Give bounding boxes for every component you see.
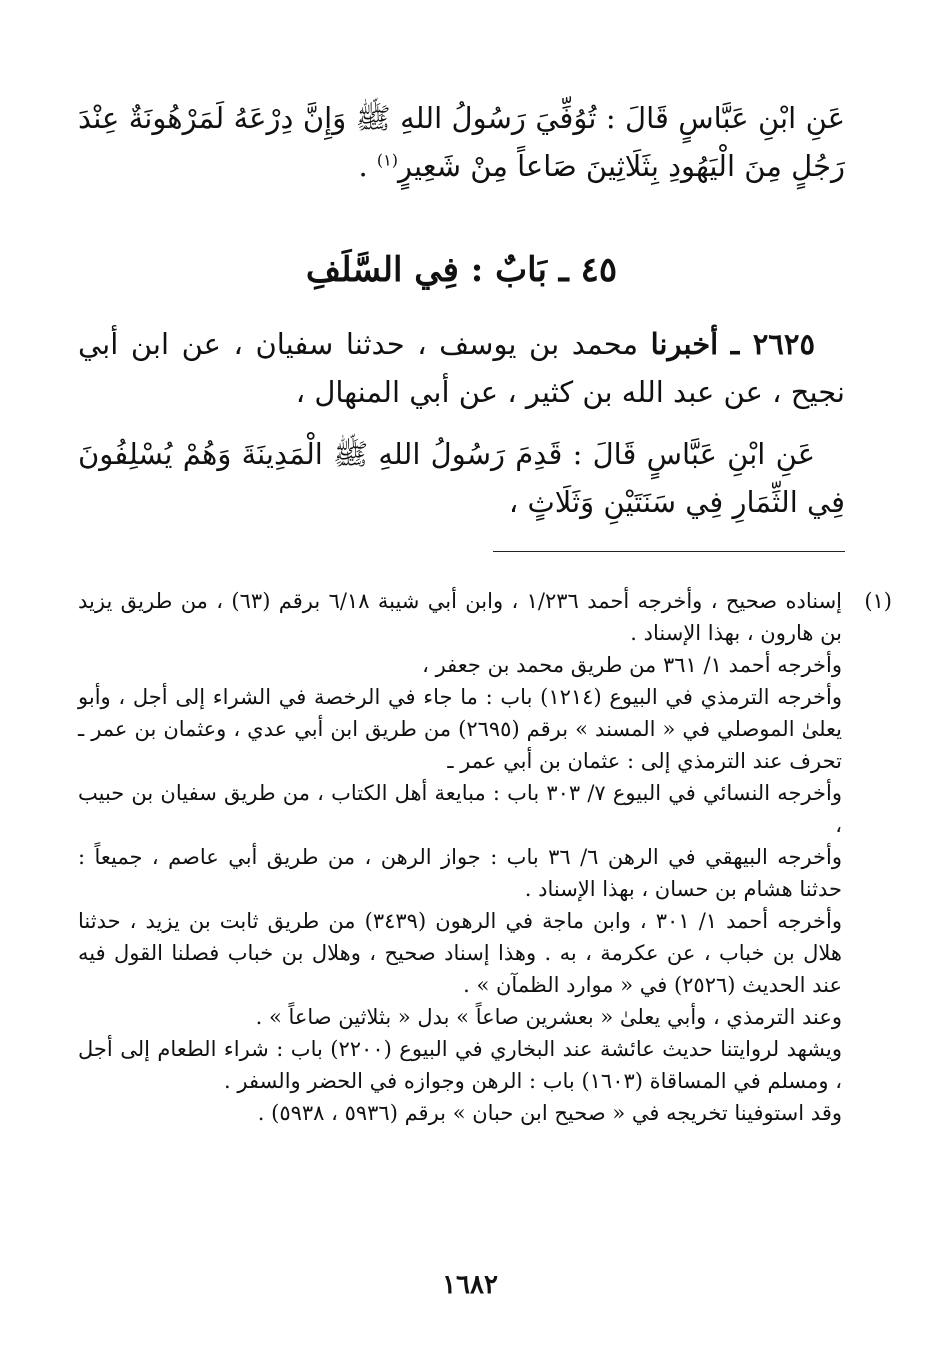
hadith-number: ٢٦٢٥ ـ [730,327,816,361]
footnote-paragraph: وأخرجه أحمد ١/ ٣٦١ من طريق محمد بن جعفر ، [422,653,842,677]
previous-hadith-text: عَنِ ابْنِ عَبَّاسٍ قَالَ : تُوُفِّيَ رَسُولُ اللهِ ﷺ وَإِنَّ دِرْعَهُ لَمَرْهُونَةٌ عِنْدَ رَجُلٍ مِنَ الْيَهُودِ بِثَلَاثِينَ صَاعاً مِنْ شَعِيرٍ [78,101,845,183]
footnote-paragraph: وأخرجه النسائي في البيوع ٧/ ٣٠٣ باب : مبايعة أهل الكتاب ، من طريق سفيان بن حبيب ، [78,781,842,837]
page-number: ١٦٨٢ [442,1270,498,1300]
footnote-reference: (١) [376,150,398,170]
chapter-heading: ٤٥ ـ بَابٌ : فِي السَّلَفِ [305,250,618,290]
hadith-isnad [78,320,845,416]
footnote-paragraph: إسناده صحيح ، وأخرجه أحمد ١/٢٣٦ ، وابن أبي شيبة ٦/١٨ برقم (٦٣) ، من طريق يزيد بن هارون ، بهذا الإسناد . [78,589,842,645]
footnote-marker: (١) [864,589,892,613]
previous-hadith-end: . [358,149,377,183]
footnote-paragraph: وعند الترمذي ، وأبي يعلىٰ « بعشرين صاعاً » بدل « بثلاثين صاعاً » . [255,1005,842,1029]
hadith-matn [78,430,845,526]
footnote-divider [493,551,845,552]
previous-hadith-matn [78,94,845,190]
footnotes-section [78,585,892,1129]
footnote-paragraph: وقد استوفينا تخريجه في « صحيح ابن حبان » برقم (٥٩٣٦ ، ٥٩٣٨) . [257,1101,842,1125]
footnote-paragraph: وأخرجه أحمد ١/ ٣٠١ ، وابن ماجة في الرهون (٣٤٣٩) من طريق ثابت بن يزيد ، حدثنا هلال بن خباب ، عن عكرمة ، به . وهذا إسناد صحيح ، وهلال بن خباب فصلنا القول فيه عند الحديث (٢٥٢٦) في « موارد الظمآن » . [78,909,842,997]
footnote-paragraph: ويشهد لروايتنا حديث عائشة عند البخاري في البيوع (٢٢٠٠) باب : شراء الطعام إلى أجل ، ومسلم في المساقاة (١٦٠٣) باب : الرهن وجوازه في الحضر والسفر . [78,1037,843,1093]
footnote-paragraph: وأخرجه البيهقي في الرهن ٦/ ٣٦ باب : جواز الرهن ، من طريق أبي عاصم ، جميعاً : حدثنا هشام بن حسان ، بهذا الإسناد . [78,845,842,901]
hadith-matn-text: عَنِ ابْنِ عَبَّاسٍ قَالَ : قَدِمَ رَسُولُ اللهِ ﷺ الْمَدِينَةَ وَهُمْ يُسْلِفُونَ فِي الثِّمَارِ فِي سَنَتَيْنِ وَثَلَاثٍ ، [78,437,845,519]
footnote-paragraph: وأخرجه الترمذي في البيوع (١٢١٤) باب : ما جاء في الرخصة في الشراء إلى أجل ، وأبو يعلىٰ الموصلي في « المسند » برقم (٢٦٩٥) من طريق ابن أبي عدي ، وعثمان بن عمر ـ تحرف عند الترمذي إلى : عثمان بن أبي عمر ـ [78,685,842,773]
hadith-isnad-text: محمد بن يوسف ، حدثنا سفيان ، عن ابن أبي نجيح ، عن عبد الله بن كثير ، عن أبي المنهال ، [78,327,845,409]
hadith-lead: أخبرنا [650,327,719,361]
